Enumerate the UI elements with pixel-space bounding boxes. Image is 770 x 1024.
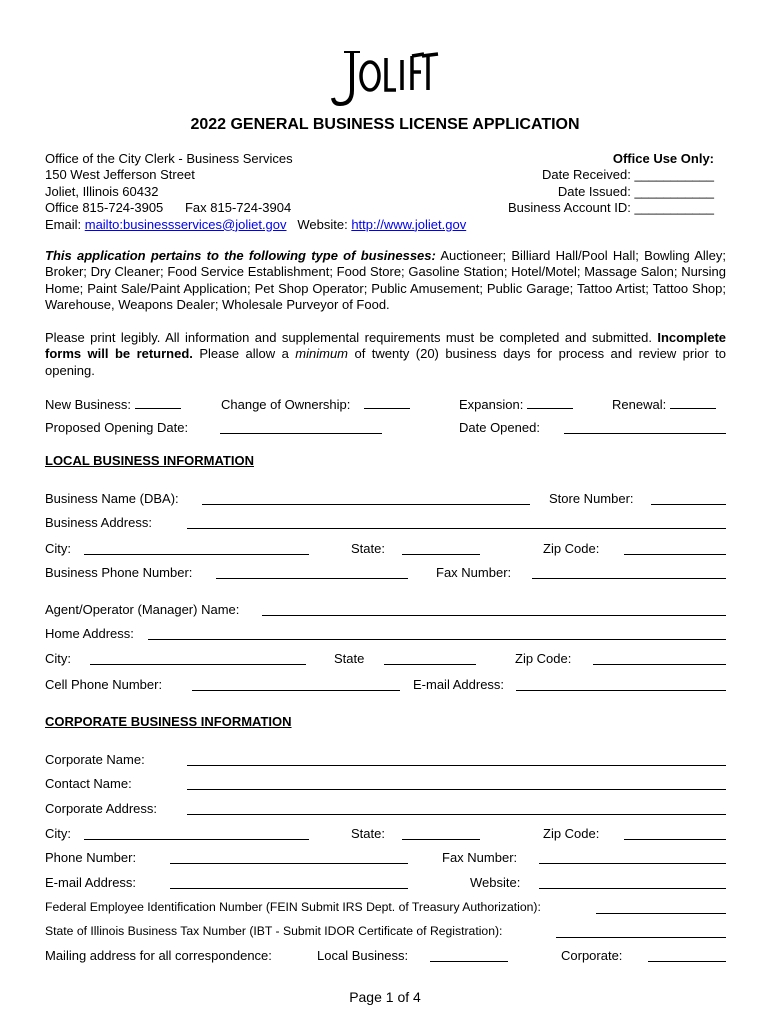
instructions-text-2: Please allow a (192, 346, 296, 362)
business-account-id-field: Business Account ID: ___________ (508, 200, 714, 216)
website-link[interactable]: http://www.joliet.gov (351, 216, 467, 232)
corporate-zip-blank[interactable] (624, 827, 726, 840)
corporate-zip-label: Zip Code: (543, 826, 600, 841)
corporate-website-label: Website: (470, 875, 521, 890)
instructions-text-3: of twenty (20) business days for process and review prior to opening. (45, 346, 726, 378)
city-label: City: (45, 541, 71, 556)
expansion-field[interactable] (459, 396, 573, 412)
mailing-address-label: Mailing address for all correspondence: (45, 948, 272, 963)
business-types-paragraph (45, 248, 726, 314)
corporate-name-label: Corporate Name: (45, 752, 145, 767)
corporate-city-label: City: (45, 826, 71, 841)
corporate-phone-label: Phone Number: (45, 850, 137, 865)
email-address-blank[interactable] (516, 678, 726, 691)
date-opened-label: Date Opened: (459, 420, 540, 435)
agent-name-label: Agent/Operator (Manager) Name: (45, 602, 240, 617)
minimum-emphasis: minimum (295, 346, 349, 362)
email-link[interactable]: mailto:businessservices@joliet.gov (84, 216, 287, 232)
corporate-phone-blank[interactable] (170, 851, 408, 864)
state-blank[interactable] (402, 542, 480, 555)
business-types-lead: This application pertains to the following type of businesses: (45, 248, 436, 263)
corporate-city-blank[interactable] (84, 827, 309, 840)
mailing-local-business-label: Local Business: (317, 948, 409, 963)
mailing-local-business-blank[interactable] (430, 949, 508, 962)
expansion-label: Expansion: (459, 397, 524, 412)
business-types-list: Auctioneer; Billiard Hall/Pool Hall; Bowling Alley; Broker; Dry Cleaner; Food Service Establishment; Food Store; Gasoline Station; Hotel/Motel; Massage Salon; Nursing Home; Paint Sale/Paint Application; Pet Shop Operator; Public Amusement; Public Garage; Tattoo Artist; Tattoo Shop; Warehouse, Weapons Dealer; Wholesale Purveyor of Food. (45, 248, 727, 313)
home-zip-blank[interactable] (593, 652, 726, 665)
proposed-opening-label: Proposed Opening Date: (45, 420, 189, 435)
zip-label: Zip Code: (543, 541, 600, 556)
home-city-blank[interactable] (90, 652, 306, 665)
date-issued-field: Date Issued: ___________ (557, 183, 714, 199)
office-phone: Office 815-724-3905 (45, 200, 164, 216)
store-number-label: Store Number: (549, 491, 634, 506)
instructions-paragraph (45, 330, 726, 379)
corporate-fax-blank[interactable] (539, 851, 726, 864)
cell-phone-label: Cell Phone Number: (45, 677, 163, 692)
contact-name-label: Contact Name: (45, 776, 132, 791)
corporate-state-blank[interactable] (402, 827, 480, 840)
business-phone-blank[interactable] (216, 566, 408, 579)
corporate-name-blank[interactable] (187, 753, 726, 766)
business-name-blank[interactable] (202, 492, 530, 505)
new-business-blank[interactable] (135, 396, 181, 409)
address-phone-fax (45, 200, 466, 216)
mailing-corporate-blank[interactable] (648, 949, 726, 962)
home-state-blank[interactable] (384, 652, 476, 665)
renewal-blank[interactable] (670, 396, 716, 409)
change-ownership-label: Change of Ownership: (221, 397, 351, 412)
corporate-email-blank[interactable] (170, 876, 408, 889)
state-label: State: (351, 541, 385, 556)
home-address-blank[interactable] (148, 627, 726, 640)
home-address-label: Home Address: (45, 626, 134, 641)
fax-label: Fax Number: (436, 565, 512, 580)
corporate-website-blank[interactable] (539, 876, 726, 889)
change-ownership-field[interactable] (221, 396, 410, 412)
incomplete-warning: Incomplete forms will be returned. (45, 330, 726, 362)
corporate-state-label: State: (351, 826, 385, 841)
home-zip-label: Zip Code: (515, 651, 572, 666)
page-title: 2022 GENERAL BUSINESS LICENSE APPLICATION (190, 116, 580, 133)
address-line-3: Joliet, Illinois 60432 (45, 183, 159, 199)
corporate-business-heading: CORPORATE BUSINESS INFORMATION (45, 714, 292, 729)
mailing-corporate-label: Corporate: (561, 948, 623, 963)
address-email-website (45, 217, 466, 233)
website-label: Website: (297, 216, 352, 232)
zip-blank[interactable] (624, 542, 726, 555)
renewal-label: Renewal: (612, 397, 667, 412)
date-opened-blank[interactable] (564, 421, 726, 434)
cell-phone-blank[interactable] (192, 678, 400, 691)
page-number: Page 1 of 4 (349, 989, 421, 1005)
office-fax: Fax 815-724-3904 (184, 200, 292, 216)
office-use-block (508, 151, 714, 217)
agent-name-blank[interactable] (262, 603, 726, 616)
ibt-label: State of Illinois Business Tax Number (IBT - Submit IDOR Certificate of Registration): (45, 924, 503, 938)
home-city-label: City: (45, 651, 71, 666)
office-address (45, 151, 466, 233)
joliet-logo (330, 46, 440, 110)
address-line-1: Office of the City Clerk - Business Services (45, 151, 293, 166)
fax-blank[interactable] (532, 566, 726, 579)
joliet-logo-mark (330, 46, 440, 110)
business-phone-label: Business Phone Number: (45, 565, 193, 580)
store-number-blank[interactable] (651, 492, 726, 505)
corporate-address-label: Corporate Address: (45, 801, 158, 816)
contact-name-blank[interactable] (187, 777, 726, 790)
new-business-label: New Business: (45, 397, 131, 412)
local-business-heading: LOCAL BUSINESS INFORMATION (45, 453, 254, 468)
business-address-blank[interactable] (187, 516, 726, 529)
proposed-opening-blank[interactable] (220, 421, 382, 434)
address-line-2: 150 West Jefferson Street (45, 167, 195, 183)
corporate-fax-label: Fax Number: (442, 850, 518, 865)
fein-label: Federal Employee Identification Number (FEIN Submit IRS Dept. of Treasury Authorization): (45, 900, 541, 914)
fein-blank[interactable] (596, 901, 726, 914)
email-label: Email: (45, 216, 85, 232)
ibt-blank[interactable] (556, 925, 726, 938)
email-address-label: E-mail Address: (413, 677, 505, 692)
office-use-heading: Office Use Only: (612, 151, 714, 166)
business-address-label: Business Address: (45, 515, 152, 530)
change-ownership-blank[interactable] (364, 396, 410, 409)
expansion-blank[interactable] (527, 396, 573, 409)
home-state-label: State (334, 651, 365, 666)
corporate-address-blank[interactable] (187, 802, 726, 815)
business-name-label: Business Name (DBA): (45, 491, 179, 506)
city-blank[interactable] (84, 542, 309, 555)
instructions-text-1: Please print legibly. All information and supplemental requirements must be completed and submitted. (45, 330, 658, 345)
new-business-field[interactable] (45, 396, 181, 412)
date-received-field: Date Received: ___________ (541, 167, 714, 183)
corporate-email-label: E-mail Address: (45, 875, 137, 890)
renewal-field[interactable] (612, 396, 716, 412)
